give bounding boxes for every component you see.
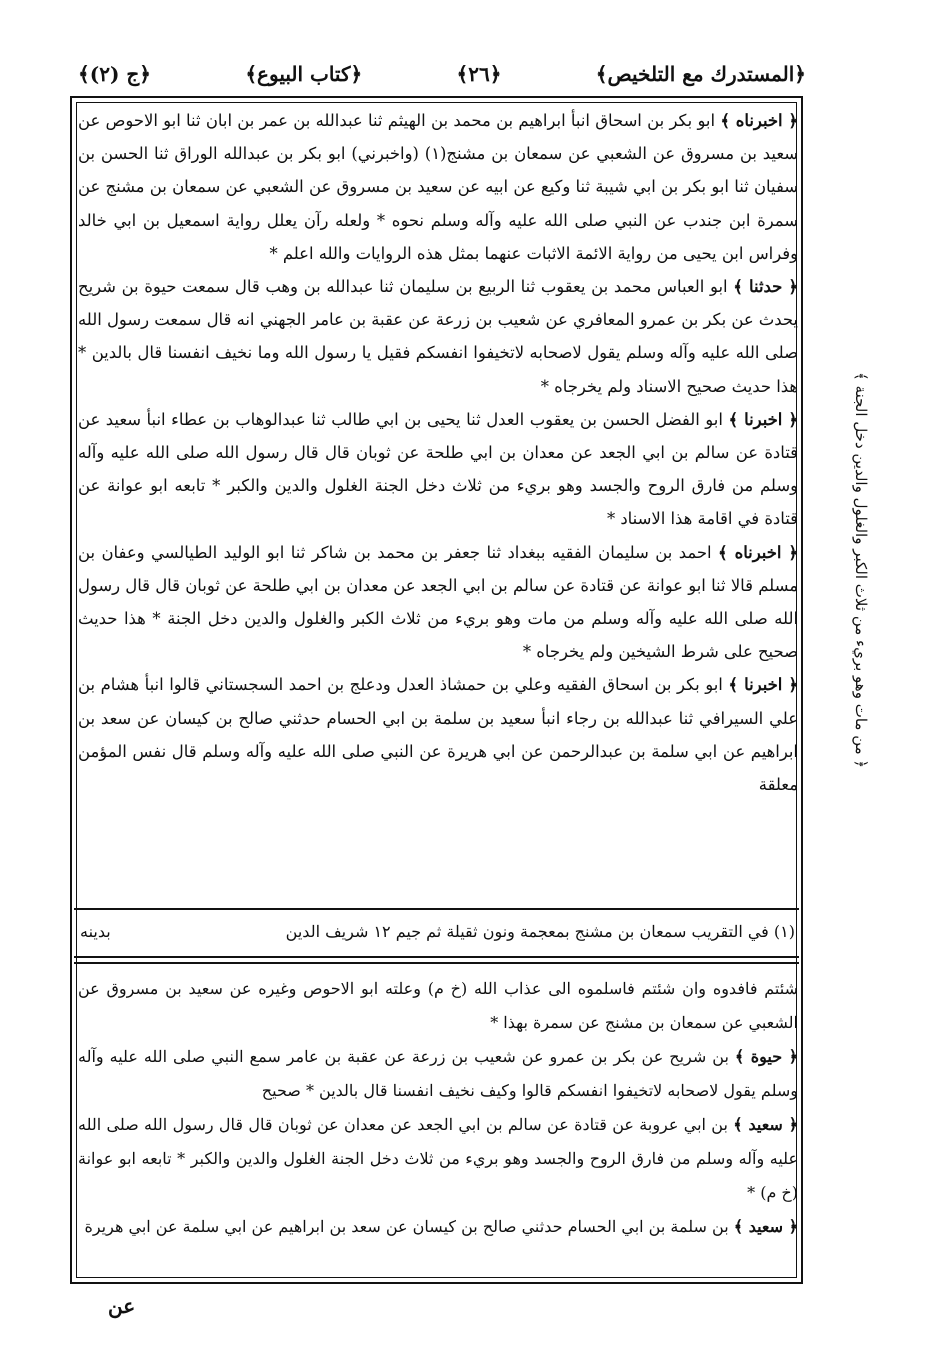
- main-paragraph: [78, 668, 798, 801]
- main-paragraph: [78, 270, 798, 403]
- talkhis-rule-bottom: [74, 962, 799, 964]
- main-text: [78, 104, 798, 904]
- paragraph-text: ابو الفضل الحسن بن يعقوب العدل ثنا يحيى بن ابي طالب ثنا عبدالوهاب بن عطاء انبأ سعيد عن قتادة عن سالم بن ابي الجعد عن معدان بن ابي طلحة عن ثوبان قال قال رسول الله صلى الله عليه وآله وسلم من فارق الروح والجسد وهو بريء من ثلاث دخل الجنة الغلول والدين والكبر * تابعه ابو عوانة عن قتادة في اقامة هذا الاسناد *: [78, 409, 798, 529]
- main-paragraph: [78, 104, 798, 270]
- talkhis-text: [78, 972, 798, 1272]
- talkhis-paragraph-text: بن شريح عن بكر بن عمرو عن شعيب بن زرعة عن عقبة بن عامر سمع النبي صلى الله عليه وآله وسلم يقول لاصحابه لاتخيفوا انفسكم قالوا وكيف نخيف انفسنا قال بالدين * صحيح: [78, 1047, 798, 1100]
- talkhis-paragraph: [78, 1040, 798, 1108]
- talkhis-paragraph-mark: ﴿ حيوة ﴾: [734, 1047, 798, 1066]
- talkhis-paragraph-text: بن سلمة بن ابي الحسام حدثني صالح بن كيسان عن سعد بن ابراهيم عن ابي سلمة عن ابي هريرة: [84, 1217, 729, 1236]
- paragraph-mark: ﴿ اخبرنا ﴾: [728, 675, 798, 695]
- talkhis-paragraph-text: شئتم فافدوه وان شئتم فاسلموه الى عذاب الله (خ م) وعلته ابو الاحوص وغيره عن سعيد بن مسروق عن الشعبي عن سمعان بن مشنج عن سمرة بهذا *: [78, 979, 798, 1032]
- talkhis-rule-top: [74, 956, 799, 958]
- page-number: ﴿٢٦﴾: [456, 62, 502, 86]
- chapter-title: ﴿كتاب البيوع﴾: [245, 62, 363, 86]
- page-header: [78, 58, 806, 90]
- footnote-rule: [74, 908, 799, 910]
- footnote-text: (١) في التقريب سمعان بن مشنج بمعجمة ونون ثقيلة ثم جيم ١٢ شريف الدين: [285, 921, 795, 941]
- page-catchword: عن: [108, 1294, 136, 1318]
- paragraph-mark: ﴿ اخبرنا ﴾: [728, 409, 798, 429]
- paragraph-text: ابو بكر بن اسحاق الفقيه وعلي بن حمشاذ العدل ودعلج بن احمد السجستاني قالوا انبأ هشام بن علي السيرافي ثنا عبدالله بن رجاء انبأ سعيد بن سلمة بن ابي الحسام حدثني صالح بن كيسان عن سعد بن ابراهيم عن ابي سلمة بن عبدالرحمن عن ابي هريرة عن النبي صلى الله عليه وآله وسلم قال نفس المؤمن معلقة: [78, 675, 798, 795]
- margin-note: ﴿ من مات وهو بريء من ثلاث الكبر والغلول والدين دخل الجنة ﴾: [852, 371, 870, 768]
- talkhis-paragraph-text: بن ابي عروبة عن قتادة عن سالم بن ابي الجعد عن معدان عن ثوبان قال قال رسول الله صلى الله عليه وآله وسلم من فارق الروح والجسد وهو بريء من ثلاث دخل الجنة الغلول والدين والكبر * تابعه ابو عوانة (خ م) *: [78, 1115, 798, 1202]
- talkhis-paragraph: [78, 1108, 798, 1210]
- talkhis-paragraph: [78, 1210, 798, 1244]
- paragraph-mark: ﴿ اخبرناه ﴾: [718, 542, 798, 562]
- paragraph-mark: ﴿ اخبرناه ﴾: [720, 111, 798, 130]
- talkhis-paragraph-mark: ﴿ سعيد ﴾: [733, 1115, 798, 1134]
- talkhis-paragraph-mark: ﴿ سعيد ﴾: [733, 1217, 798, 1236]
- talkhis-paragraph: [78, 972, 798, 1040]
- paragraph-mark: ﴿ حدثنا ﴾: [733, 277, 798, 297]
- footnote-catchword: بدينه: [80, 921, 111, 941]
- main-paragraph: [78, 403, 798, 536]
- book-title: ﴿المستدرك مع التلخيص﴾: [595, 62, 806, 86]
- paragraph-text: ابو بكر بن اسحاق انبأ ابراهيم بن محمد بن الهيثم ثنا عبدالله بن عمر بن ابان ثنا ابو الاحوص عن سعيد بن مسروق عن الشعبي عن سمعان بن مشنج(١) (واخبرني) ابو بكر بن عبدالله الوراق ثنا الحسن بن سفيان ثنا ابو بكر بن ابي شيبة ثنا وكيع عن ابيه عن سعيد بن مسروق عن الشعبي عن سمعان بن مشنج عن سمرة ابن جندب عن النبي صلى الله عليه وآله وسلم نحوه * ولعله رآن يعلل رواية اسمعيل بن ابي خالد وفراس ابن يحيى من رواية الائمة الاثبات عنهما بمثل هذه الروايات والله اعلم *: [78, 111, 798, 263]
- paragraph-text: ابو العباس محمد بن يعقوب ثنا الربيع بن سليمان ثنا عبدالله بن وهب قال سمعت حيوة بن شريح يحدث عن بكر بن عمرو المعافري عن شعيب بن زرعة عن عقبة بن عامر الجهني انه قال سمعت رسول الله صلى الله عليه وآله وسلم يقول لاصحابه لاتخيفوا انفسكم فقيل يا رسول الله وما نخيف انفسنا قال بالدين * هذا حديث صحيح الاسناد ولم يخرجاه *: [78, 277, 798, 396]
- main-paragraph: [78, 536, 798, 669]
- footnote: [80, 914, 795, 948]
- volume-number: ﴿ج (٢)﴾: [78, 62, 151, 86]
- paragraph-text: احمد بن سليمان الفقيه ببغداد ثنا جعفر بن محمد بن شاكر ثنا ابو الوليد الطيالسي وعفان بن مسلم قالا ثنا ابو عوانة عن قتادة عن سالم بن ابي الجعد عن معدان بن ابي طلحة عن ثوبان قال قال رسول الله صلى الله عليه وآله وسلم من مات وهو بريء من ثلاث الكبر والغلول والدين دخل الجنة * هذا حديث صحيح على شرط الشيخين ولم يخرجاه *: [78, 542, 798, 662]
